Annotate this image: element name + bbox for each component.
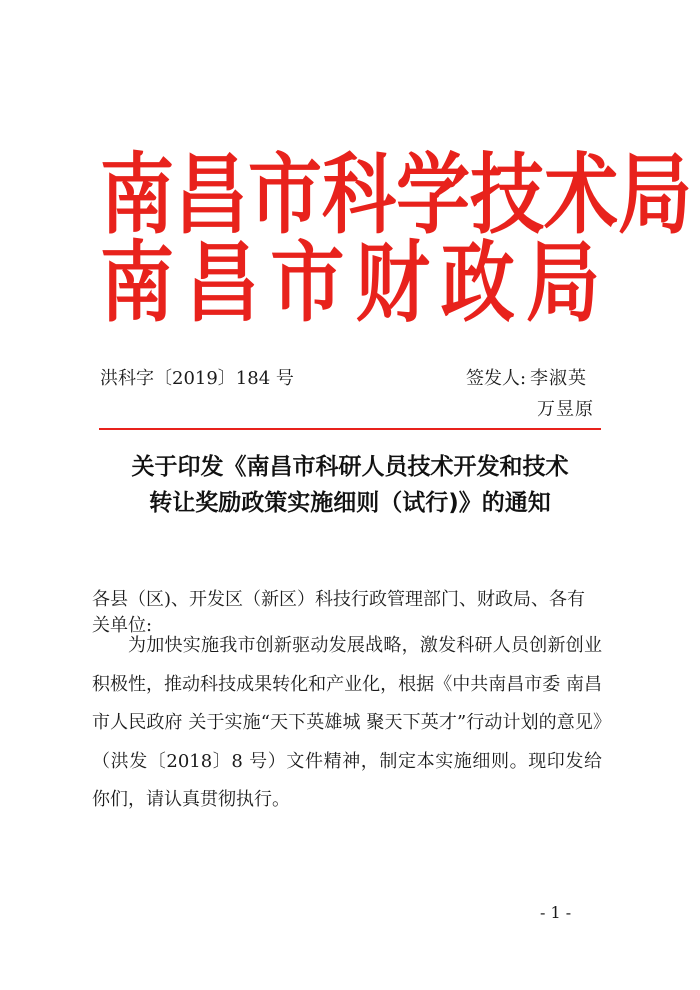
- header-char: 市: [270, 232, 345, 335]
- signer-name-2: 万昱原: [537, 399, 594, 420]
- header-char: 市: [248, 144, 322, 247]
- header-char: 昌: [185, 232, 260, 335]
- signer-label: 签发人:: [466, 368, 527, 389]
- document-title-line-1: 关于印发《南昌市科研人员技术开发和技术: [131, 454, 569, 480]
- header-char: 科: [322, 144, 396, 247]
- header-line-1: [100, 144, 692, 247]
- page-number: - 1 -: [540, 903, 572, 922]
- header-char: 技: [470, 144, 544, 247]
- document-number: 洪科字〔2019〕184 号: [100, 368, 294, 389]
- document-title-line-2: 转让奖励政策实施细则（试行)》的通知: [149, 490, 551, 516]
- signer-name-1: 李淑英: [530, 368, 587, 389]
- header-char: 学: [396, 144, 470, 247]
- header-char: 财: [355, 232, 430, 335]
- red-divider-line: [99, 428, 601, 430]
- header-char: 局: [618, 144, 692, 247]
- header-line-2: [100, 232, 600, 335]
- header-char: 南: [100, 232, 174, 335]
- header-char: 南: [100, 144, 174, 247]
- header-char: 局: [525, 232, 600, 335]
- header-char: 术: [544, 144, 618, 247]
- body-paragraph: 为加快实施我市创新驱动发展战略，激发科研人员创新创业积极性，推动科技成果转化和产业化，根据《中共南昌市委 南昌市人民政府 关于实施“天下英雄城 聚天下英才”行动计划的意见》（洪发〔2018〕8 号）文件精神，制定本实施细则。现印发给你们，请认真贯彻执行。: [92, 635, 602, 810]
- addressee: 各县（区)、开发区（新区）科技行政管理部门、财政局、各有关单位:: [92, 589, 586, 636]
- header-char: 政: [440, 232, 515, 335]
- header-char: 昌: [174, 144, 248, 247]
